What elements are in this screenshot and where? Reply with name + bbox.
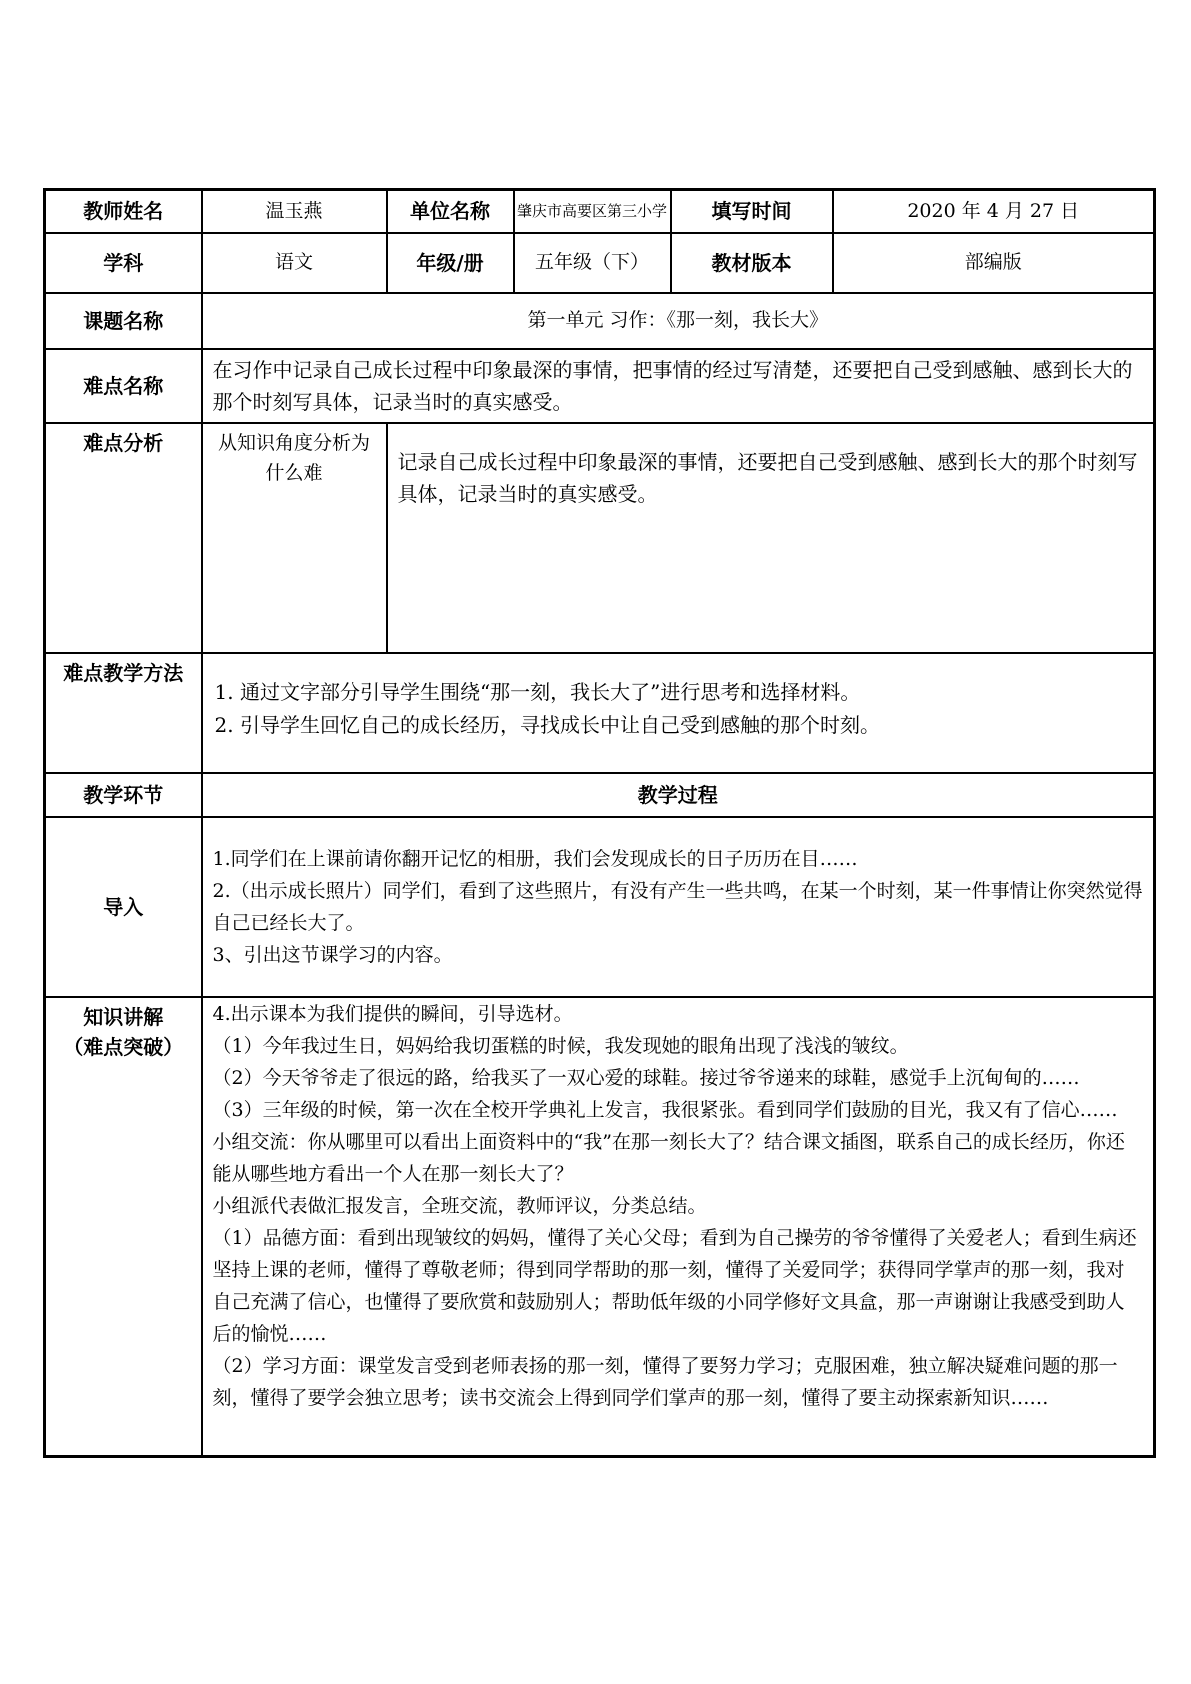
topic-label: 课题名称 xyxy=(45,293,202,349)
intro-line: 1.同学们在上课前请你翻开记忆的相册，我们会发现成长的日子历历在目…… xyxy=(212,847,858,870)
stage-header: 教学环节 xyxy=(45,773,202,817)
knowledge-label-line1: 知识讲解 xyxy=(83,1004,164,1029)
unit-label: 单位名称 xyxy=(387,190,514,233)
method-item: 1. 通过文字部分引导学生围绕“那一刻，我长大了”进行思考和选择材料。 xyxy=(214,679,861,704)
method-item: 2. 引导学生回忆自己的成长经历，寻找成长中让自己受到感触的那个时刻。 xyxy=(214,712,880,737)
row-topic xyxy=(45,293,1155,349)
edition-label: 教材版本 xyxy=(671,233,833,293)
teacher-value: 温玉燕 xyxy=(202,190,387,233)
row-analysis xyxy=(45,423,1155,653)
difficulty-value: 在习作中记录自己成长过程中印象最深的事情，把事情的经过写清楚，还要把自己受到感触、感到长大的那个时刻写具体，记录当时的真实感受。 xyxy=(202,349,1155,423)
row-subject xyxy=(45,233,1155,293)
date-value: 2020 年 4 月 27 日 xyxy=(833,190,1155,233)
unit-value: 肇庆市高要区第三小学 xyxy=(514,190,671,233)
row-difficulty xyxy=(45,349,1155,423)
lesson-plan-form xyxy=(43,188,1153,1458)
knowledge-line: （3）三年级的时候，第一次在全校开学典礼上发言，我很紧张。看到同学们鼓励的目光，我又有了信心…… xyxy=(212,1098,1118,1121)
knowledge-label xyxy=(45,997,202,1457)
intro-label: 导入 xyxy=(45,817,202,997)
knowledge-line: （2）学习方面：课堂发言受到老师表扬的那一刻，懂得了要努力学习；克服困难，独立解决疑难问题的那一刻，懂得了要学会独立思考；读书交流会上得到同学们掌声的那一刻，懂得了要主动探索新知识…… xyxy=(212,1354,1118,1409)
date-label: 填写时间 xyxy=(671,190,833,233)
knowledge-line: 小组交流：你从哪里可以看出上面资料中的“我”在那一刻长大了？结合课文插图，联系自己的成长经历，你还能从哪些地方看出一个人在那一刻长大了？ xyxy=(212,1130,1125,1185)
analysis-sublabel: 从知识角度分析为什么难 xyxy=(202,423,387,653)
row-teacher xyxy=(45,190,1155,233)
lesson-plan-table xyxy=(43,188,1156,1458)
knowledge-line: 4.出示课本为我们提供的瞬间，引导选材。 xyxy=(212,1002,573,1025)
process-header: 教学过程 xyxy=(202,773,1155,817)
teacher-label: 教师姓名 xyxy=(45,190,202,233)
knowledge-line: （2）今天爷爷走了很远的路，给我买了一双心爱的球鞋。接过爷爷递来的球鞋，感觉手上沉甸甸的…… xyxy=(212,1066,1080,1089)
subject-label: 学科 xyxy=(45,233,202,293)
subject-value: 语文 xyxy=(202,233,387,293)
row-intro xyxy=(45,817,1155,997)
difficulty-label: 难点名称 xyxy=(45,349,202,423)
intro-line: 3、引出这节课学习的内容。 xyxy=(212,943,453,966)
knowledge-label-line2: （难点突破） xyxy=(63,1034,184,1059)
row-knowledge xyxy=(45,997,1155,1457)
methods-label: 难点教学方法 xyxy=(45,653,202,773)
analysis-value: 记录自己成长过程中印象最深的事情，还要把自己受到感触、感到长大的那个时刻写具体，记录当时的真实感受。 xyxy=(387,423,1155,653)
grade-value: 五年级（下） xyxy=(514,233,671,293)
knowledge-content xyxy=(202,997,1155,1457)
intro-line: 2.（出示成长照片）同学们，看到了这些照片，有没有产生一些共鸣，在某一个时刻，某一件事情让你突然觉得自己已经长大了。 xyxy=(212,879,1143,934)
row-methods xyxy=(45,653,1155,773)
knowledge-line: （1）品德方面：看到出现皱纹的妈妈，懂得了关心父母；看到为自己操劳的爷爷懂得了关爱老人；看到生病还坚持上课的老师，懂得了尊敬老师；得到同学帮助的那一刻，懂得了关爱同学；获得同学掌声的那一刻，我对自己充满了信心，也懂得了要欣赏和鼓励别人；帮助低年级的小同学修好文具盒，那一声谢谢让我感受到助人后的愉悦…… xyxy=(212,1226,1137,1345)
methods-list xyxy=(202,653,1155,773)
topic-value: 第一单元 习作：《那一刻，我长大》 xyxy=(202,293,1155,349)
edition-value: 部编版 xyxy=(833,233,1155,293)
knowledge-line: （1）今年我过生日，妈妈给我切蛋糕的时候，我发现她的眼角出现了浅浅的皱纹。 xyxy=(212,1034,909,1057)
analysis-label: 难点分析 xyxy=(45,423,202,653)
row-process-header xyxy=(45,773,1155,817)
intro-content xyxy=(202,817,1155,997)
knowledge-line: 小组派代表做汇报发言，全班交流，教师评议，分类总结。 xyxy=(212,1194,707,1217)
grade-label: 年级/册 xyxy=(387,233,514,293)
